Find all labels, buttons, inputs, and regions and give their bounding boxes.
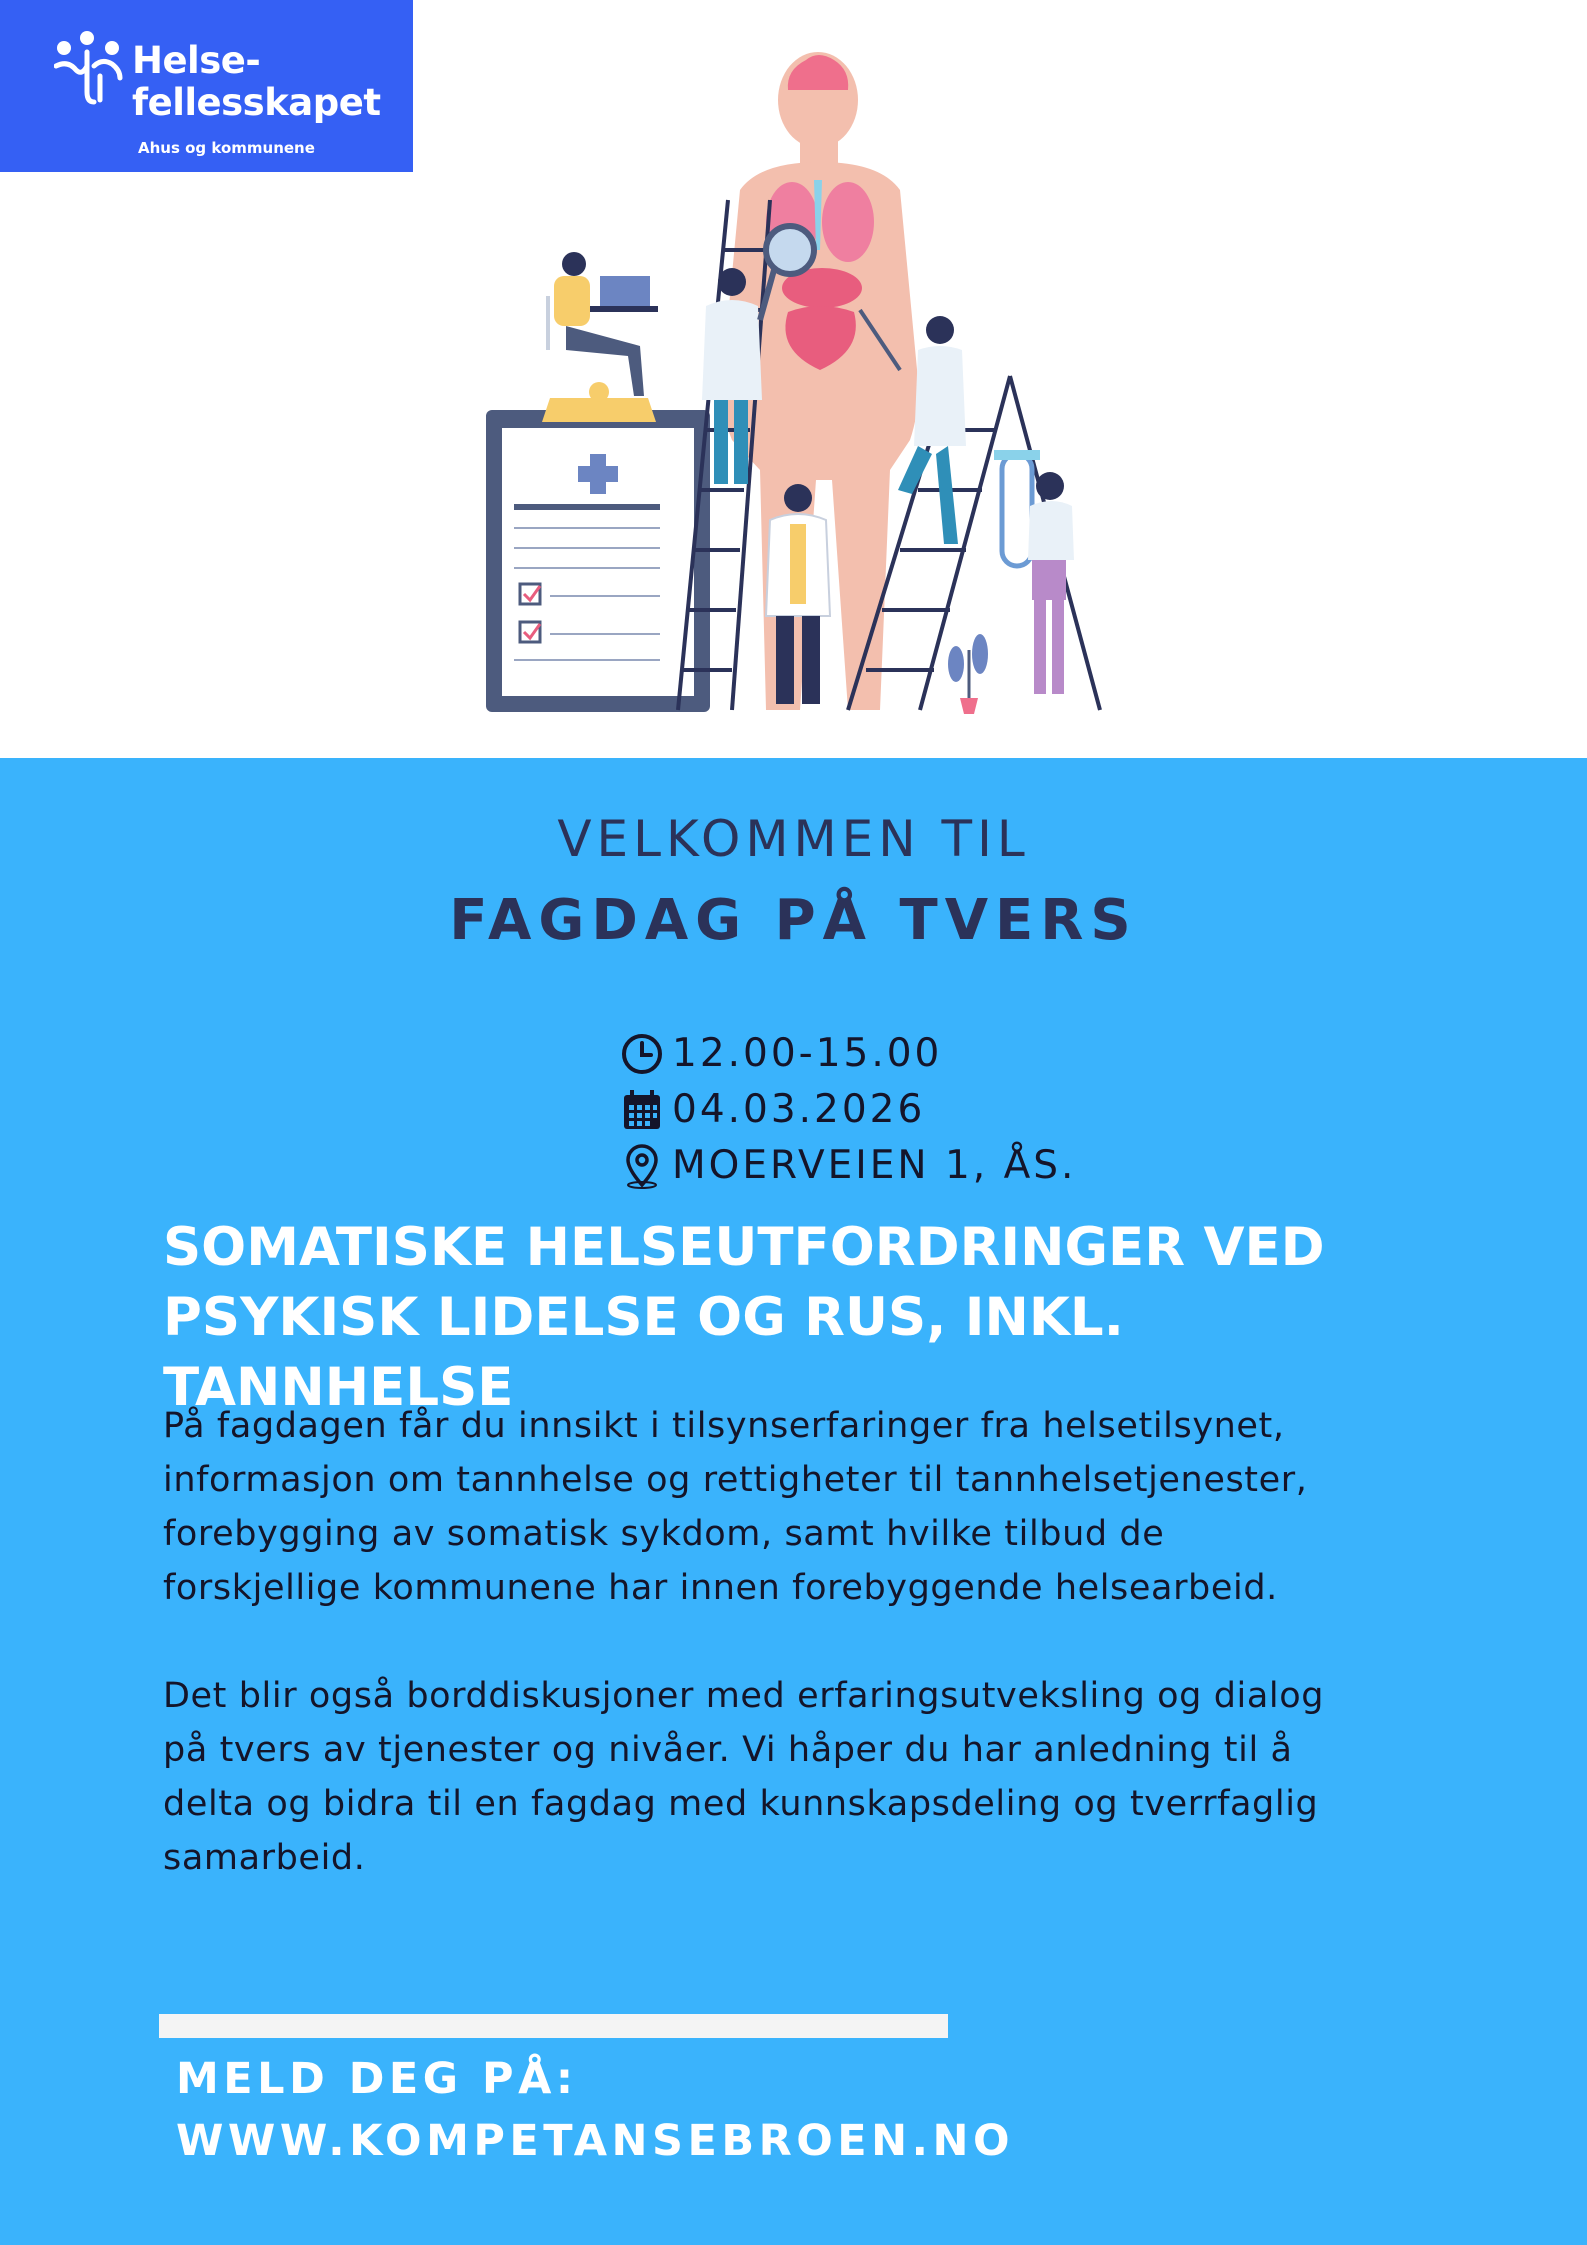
intro-paragraph: På fagdagen får du innsikt i tilsynserfaringer fra helsetilsynet, informasjon om tannhelse og rettigheter til tannhelsetjenester, forebygging av somatisk sykdom, samt hvilke tilbud de forskjellige kommunene har innen forebyggende helsearbeid. bbox=[163, 1406, 1308, 1608]
signup-link[interactable]: WWW.KOMPETANSEBROEN.NO bbox=[176, 2116, 1015, 2166]
date-text: 04.03.2026 bbox=[672, 1087, 926, 1132]
calendar-icon bbox=[620, 1087, 664, 1133]
helsefellesskapet-logo[interactable] bbox=[0, 0, 413, 172]
headline: SOMATISKE HELSEUTFORDRINGER VED PSYKISK LIDELSE OG RUS, INKL. TANNHELSE bbox=[163, 1217, 1325, 1418]
logo-icon bbox=[54, 30, 124, 110]
clock-icon bbox=[620, 1031, 664, 1077]
location-text: MOERVEIEN 1, ÅS. bbox=[672, 1143, 1077, 1188]
logo-name: Helse- fellesskapet bbox=[132, 39, 381, 124]
person-with-test-tube bbox=[994, 450, 1074, 694]
discussion-paragraph: Det blir også borddiskusjoner med erfaringsutveksling og dialog på tvers av tjenester og nivåer. Vi håper du har anledning til å delta og bidra til en fagdag med kunnskapsdeling og tverrfaglig samarbeid. bbox=[163, 1676, 1325, 1878]
person-with-laptop bbox=[548, 252, 658, 396]
time-text: 12.00-15.00 bbox=[672, 1031, 943, 1076]
signup-label: MELD DEG PÅ: bbox=[176, 2054, 578, 2104]
signup-cta[interactable] bbox=[176, 2048, 1014, 2172]
plant-pot bbox=[948, 634, 988, 714]
clipboard-figure bbox=[486, 382, 710, 712]
divider-bar bbox=[159, 2014, 948, 2038]
medical-team-illustration bbox=[470, 50, 1120, 720]
event-title: FAGDAG PÅ TVERS bbox=[449, 888, 1138, 953]
location-pin-icon bbox=[620, 1143, 664, 1189]
logo-tagline: Ahus og kommunene bbox=[138, 139, 315, 157]
welcome-text: VELKOMMEN TIL bbox=[557, 810, 1030, 868]
